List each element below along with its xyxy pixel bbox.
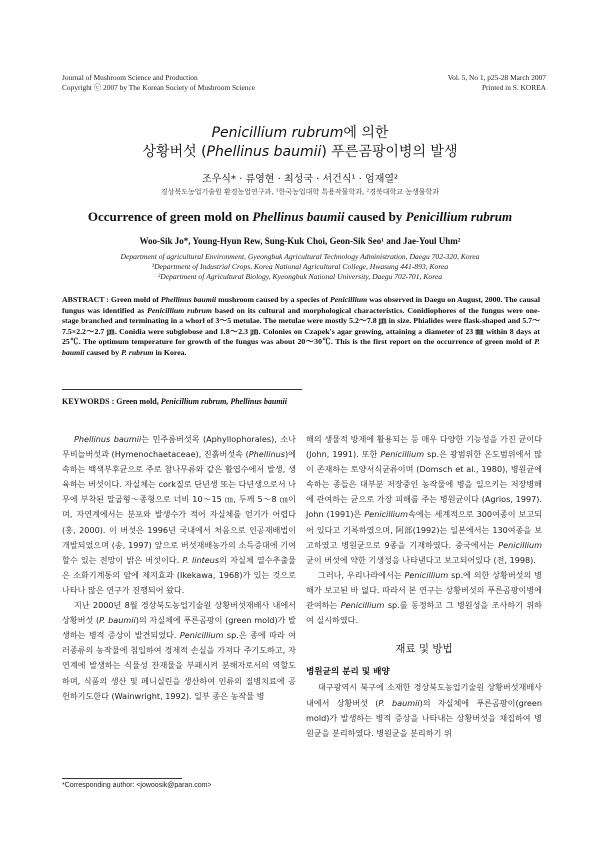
right-column [306, 432, 542, 741]
printed-in: Printed in S. KOREA [481, 83, 546, 92]
paragraph: 대구광역시 북구에 소재한 경상북도농업기술원 상황버섯재배사 내에서 상황버섯 (P. baumii)의 자실체에 푸른곰팡이(green mold)가 발생하는 병적 증상을 나타내는 상황버섯을 채집하여 병원균을 분리하였다. 병원균을 분리하기 위 [306, 682, 542, 738]
left-column [62, 432, 296, 704]
volume-info: Vol. 5, No 1, p25-28 March 2007 [447, 73, 546, 82]
footnote: *Corresponding author: <jowoosik@paran.com> [62, 782, 212, 789]
keywords-label: KEYWORDS : [62, 397, 115, 406]
keywords: KEYWORDS : Green mold, Penicillium rubrum, Phellinus baumii [62, 397, 288, 406]
korean-authors: 조우식* · 류영현 · 최성국 · 서건식¹ · 엄재열² [201, 174, 399, 185]
subsection-title: 병원균의 분리 및 배양 [306, 667, 390, 678]
abstract-divider [62, 389, 302, 390]
footnote-divider [62, 778, 182, 779]
paragraph: 해의 생물적 방제에 활용되는 등 매우 다양한 기능성을 가진 균이다 (John, 1991). 또한 Penicillium sp.은 광범위한 온도범위에서 많이 존재하는 토양서식균류이며 (Domsch et al., 1980), 병원균에 속하는 종들은 대부분 저장중인 농작물에 병을 일으키는 저장병해에 관여하는 균으로 가장 피해를 주는 병원균이다 (Agrios, 1997). John (1991)은 Penicillium속에는 세계적으로 300여종이 보고되어 있다고 기록하였으며, 阿部(1992)는 일본에서는 130여종을 보고하였고 병원균으로 9종을 기재하였다. 중국에서는 Penicillium 균이 버섯에 약한 기생성을 나타낸다고 보고되어있다 (전, 1998). [306, 434, 542, 565]
affiliation-line: Department of agricultural Environment, Gyeongbuk Agricultural Technology Administration, Daegu 702-320, Korea [120, 252, 480, 261]
paragraph: Phellinus baumii는 민주름버섯목 (Aphyllophorales), 소나무비늘버섯과 (Hymenochaetaceae), 진흙버섯속 (Phellinus)에 속하는 백색부후균으로 주로 참나무류와 같은 활엽수에서 발생, 생육하는 버섯이다. 자실체는 cork질로 단년생 또는 다년생으로서 나무에 부착된 말굽형～종형으로 너비 10～15 ㎝, 두께 5～8 ㎝이며, 자연계에서는 분포와 발생수가 적어 자실체를 얻기가 어렵다 (홍, 2000). 이 버섯은 1996년 국내에서 처음으로 인공재배법이 개발되었으며 (송, 1997) 앞으로 버섯재배농가의 소득증대에 기여할수 있는 전망이 밝은 버섯이다. P. linteus의 자실체 열수추출물은 소화기계통의 암에 제지효과 (Ikekawa, 1968)가 있는 것으로 나타나 많은 연구가 진행되어 왔다. [62, 434, 296, 595]
korean-title-line2: 상황버섯 (Phellinus baumii) 푸른곰팡이병의 발생 [142, 144, 458, 160]
abstract-label: ABSTRACT : [62, 295, 109, 304]
english-authors: Woo-Sik Jo*, Young-Hyun Rew, Sung-Kuk Choi, Geon-Sik Seo¹ and Jae-Youl Uhm² [139, 236, 461, 246]
running-header-left [62, 73, 255, 93]
section-title: 재료 및 방법 [395, 643, 453, 656]
korean-title-line1: Penicillium rubrum에 의한 [211, 125, 389, 141]
paragraph: 지난 2000년 8월 경상북도농업기술원 상황버섯재배사 내에서 상황버섯 (P. baumii)의 자실체에 푸른곰팡이 (green mold)가 발생하는 병적 증상이 발견되었다. Penicillium sp.은 종에 따라 여러종류의 농작물에 침입하여 경제적 손실을 가져다 주기도하고, 자연계에 발생하는 식물성 잔재물을 부패시켜 분해자로서의 역할도 하며, 식품의 생산 및 페니실린을 생산하여 인류의 질병치료에 공헌하기도한다 (Wainwright, 1992). 일부 종은 농작물 병 [62, 600, 296, 701]
korean-affiliations: 경상북도농업기술원 환경농업연구과, ¹한국농업대학 특용작물학과, ²경북대학교 농생물학과 [160, 188, 440, 196]
affiliation-line: ¹Department of Industrial Crops, Korea National Agricultural College, Hwasung 441-893, Korea [151, 262, 449, 271]
english-affiliations [0, 252, 600, 282]
running-header-right [448, 73, 546, 93]
affiliation-line: ²Department of Agricultural Biology, Kyeongbuk National University, Daegu 702-701, Korea [157, 272, 443, 281]
paragraph: 그러나, 우리나라에서는 Penicillium sp.에 의한 상황버섯의 병해가 보고된 바 없다. 따라서 본 연구는 상황버섯의 푸른곰팡이병에 관여하는 Penicillium sp.를 동정하고 그 병원성을 조사하기 위하여 실시하였다. [306, 569, 543, 626]
journal-name: Journal of Mushroom Science and Production [62, 73, 198, 82]
copyright-line: Copyright ⓒ 2007 by The Korean Society of Mushroom Science [62, 83, 256, 92]
korean-title [0, 124, 600, 162]
english-title: Occurrence of green mold on Phellinus baumii caused by Penicillium rubrum [87, 209, 513, 224]
abstract: ABSTRACT : Green mold of Phellinus baumii mushroom caused by a species of Penicillium was observed in Daegu on August, 2000. The causal fungus was identified as Penicillium rubrum based on its cultural and morphological characteristics. Conidiophores of the fungus were one-stage branched and terminating in a whorl of 3～5 metulae. The metulae were mostly 5.2～7.8 ㎛ in size. Phialides were flask-shaped and 5.7～7.5×2.2～2.7 ㎛. Conidia were subglobose and 1.8～2.3 ㎛. Colonies on Czapek's agar growing, attaining a diameter of 23 ㎜ within 8 days at 25℃. The optimum temperature for growth of the fungus was about 20～30℃. This is the first report on the occurrence of green mold of P. baumii caused by P. rubrum in Korea. [62, 295, 541, 357]
